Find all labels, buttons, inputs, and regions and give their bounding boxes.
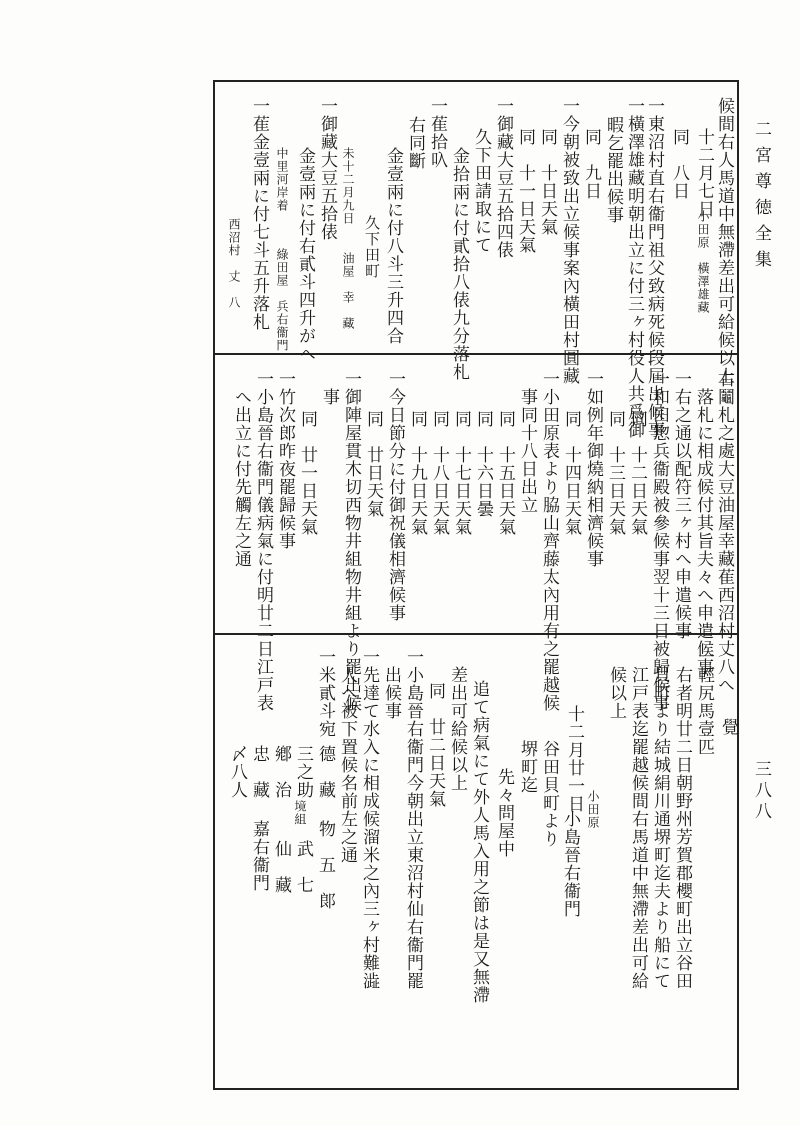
text-line: 差出可給候以上	[447, 666, 467, 792]
text-line: 候間右人馬道中無滯差出可給候以上	[714, 97, 734, 385]
signature-line: 油屋 幸 藏	[341, 252, 355, 330]
recipient-name: 仙 藏	[271, 840, 291, 894]
date-line: 同 廿一日天氣	[297, 410, 317, 536]
date-line: 同 十三日天氣	[605, 410, 625, 536]
text-line: 久下田請取にて	[471, 128, 491, 254]
text-line: 右鬮札之處大豆油屋幸藏萑西沼村丈八へ	[714, 370, 734, 694]
text-line: 一如例年御燒納相濟候事	[583, 370, 603, 568]
text-line: 一輕尻馬壹匹	[694, 648, 714, 756]
text-line: 先々問屋中	[494, 768, 514, 858]
date-line: 同 八日	[669, 128, 689, 200]
text-line: 一橫澤雄藏明朝出立に付三ヶ村役人共爲御	[624, 97, 644, 439]
signature-line: 西沼村 丈 八	[227, 218, 241, 309]
date-line: 十二月七日	[694, 128, 714, 218]
date-line: 同 十一日天氣	[515, 128, 535, 254]
text-line: 江戸表迄罷越候間右馬道中無滯差出可給	[628, 666, 648, 990]
recipient-name: 忠 藏	[249, 745, 269, 799]
text-line: 一米貳斗宛	[315, 648, 335, 738]
date-line: 同 九日	[581, 128, 601, 200]
text-line: 一萑金壹兩に付七斗五升落札	[249, 97, 269, 331]
date-line: 同 十九日天氣	[407, 410, 427, 536]
text-line: 追て病氣にて外人馬入用之節は是又無滯	[469, 680, 489, 1004]
text-line: 落札に相成候付其旨夫々へ申遣候事	[693, 388, 713, 676]
signature-line: 綠田屋 兵右衞門	[275, 248, 289, 352]
recipient-name: 嘉右衞門	[249, 820, 269, 892]
date-line: 十二月廿一日	[564, 705, 584, 813]
text-line: 一今朝被致出立候事案內橫田村圓藏	[559, 97, 579, 385]
recipient-name: 德 藏	[315, 745, 335, 799]
text-line: 一萑拾叺	[427, 97, 447, 169]
text-line: 一御陣屋貫木切西物井組物井組より罷出候	[341, 370, 361, 712]
text-line: 右同斷	[405, 116, 425, 170]
text-line: 堺町迄	[517, 740, 537, 794]
text-line: 一小田原表より脇山齊藤太內用有之罷越候	[539, 370, 559, 712]
date-line: 同 十四日天氣	[561, 410, 581, 536]
text-line: 一小島晉右衞門今朝出立東沼村仙右衞門罷	[403, 648, 423, 990]
signature-line: 小島晉右衞門	[560, 810, 580, 918]
recipient-name: 三之助	[293, 745, 313, 799]
text-line: 一小島晉右衞門儀病氣に付明廿二日江戸表	[253, 370, 273, 712]
text-line: 金拾兩に付貳拾八俵九分落札	[449, 147, 469, 381]
text-line: 一御藏大豆五拾俵	[317, 97, 337, 241]
text-line: 人へ被下置候名前左之通	[337, 666, 357, 864]
place-line: 中里河岸着	[275, 147, 289, 212]
text-line: 一東沼村直右衞門祖父致病死候段屆出候事	[644, 97, 664, 439]
date-line: 同 十二日天氣	[627, 410, 647, 536]
date-line: 同 十六日曇	[473, 410, 493, 518]
date-line: 同 十七日天氣	[451, 410, 471, 536]
text-line: 金壹兩に付右貳斗四升がへ	[295, 147, 315, 363]
date-line: 同 廿二日天氣	[425, 682, 445, 808]
recipient-name: 物 五 郞	[315, 820, 335, 910]
text-line: 一和田惣兵衞殿被參候事翌十三日被歸候事	[649, 370, 669, 712]
text-line: 一右之通以配符三ヶ村へ申遣候事	[671, 370, 691, 640]
text-line: 右者明廿二日朝野州芳賀郡櫻町出立谷田	[672, 666, 692, 990]
date-line: 同 十五日天氣	[495, 410, 515, 536]
page-number: 三八八	[751, 760, 771, 823]
text-line: 一今日節分に付御祝儀相濟候事	[385, 370, 405, 622]
signature-line: 小田原 橫澤雄藏	[696, 210, 710, 314]
text-line: 貝町より結城絹川通堺町迄夫より船にて	[650, 666, 670, 990]
date-line: 未十二月九日	[341, 147, 355, 225]
text-line: 事	[319, 388, 339, 406]
text-line: 暇乞罷出候事	[603, 116, 623, 224]
place-line: 小田原	[586, 790, 600, 829]
date-line: 同 十日天氣	[537, 128, 557, 236]
text-line: 一竹次郎昨夜罷歸候事	[275, 370, 295, 550]
total-line: 〆八人	[227, 745, 247, 799]
text-line: 事同十八日出立	[517, 388, 537, 514]
text-line: へ出立に付先觸左之通	[231, 388, 251, 568]
text-line: 一御藏大豆五拾四俵	[493, 97, 513, 259]
text-line: 出候事	[381, 666, 401, 720]
heading-line: 覺	[718, 718, 738, 736]
text-line: 谷田貝町より	[539, 740, 559, 848]
text-line: 候以上	[606, 666, 626, 720]
text-line: 金壹兩に付八斗三升四合	[383, 147, 403, 345]
recipient-name: 鄕 治	[271, 745, 291, 799]
running-title: 二宮尊徳全集	[751, 120, 771, 276]
recipient-name: 武 七	[293, 840, 313, 894]
place-line: 久下田町	[363, 215, 381, 279]
place-line: 境組	[293, 800, 307, 826]
date-line: 同 廿日天氣	[363, 410, 383, 518]
text-line: 一先達て水入に相成候溜米之內三ヶ村難澁	[359, 648, 379, 990]
date-line: 同 十八日天氣	[429, 410, 449, 536]
